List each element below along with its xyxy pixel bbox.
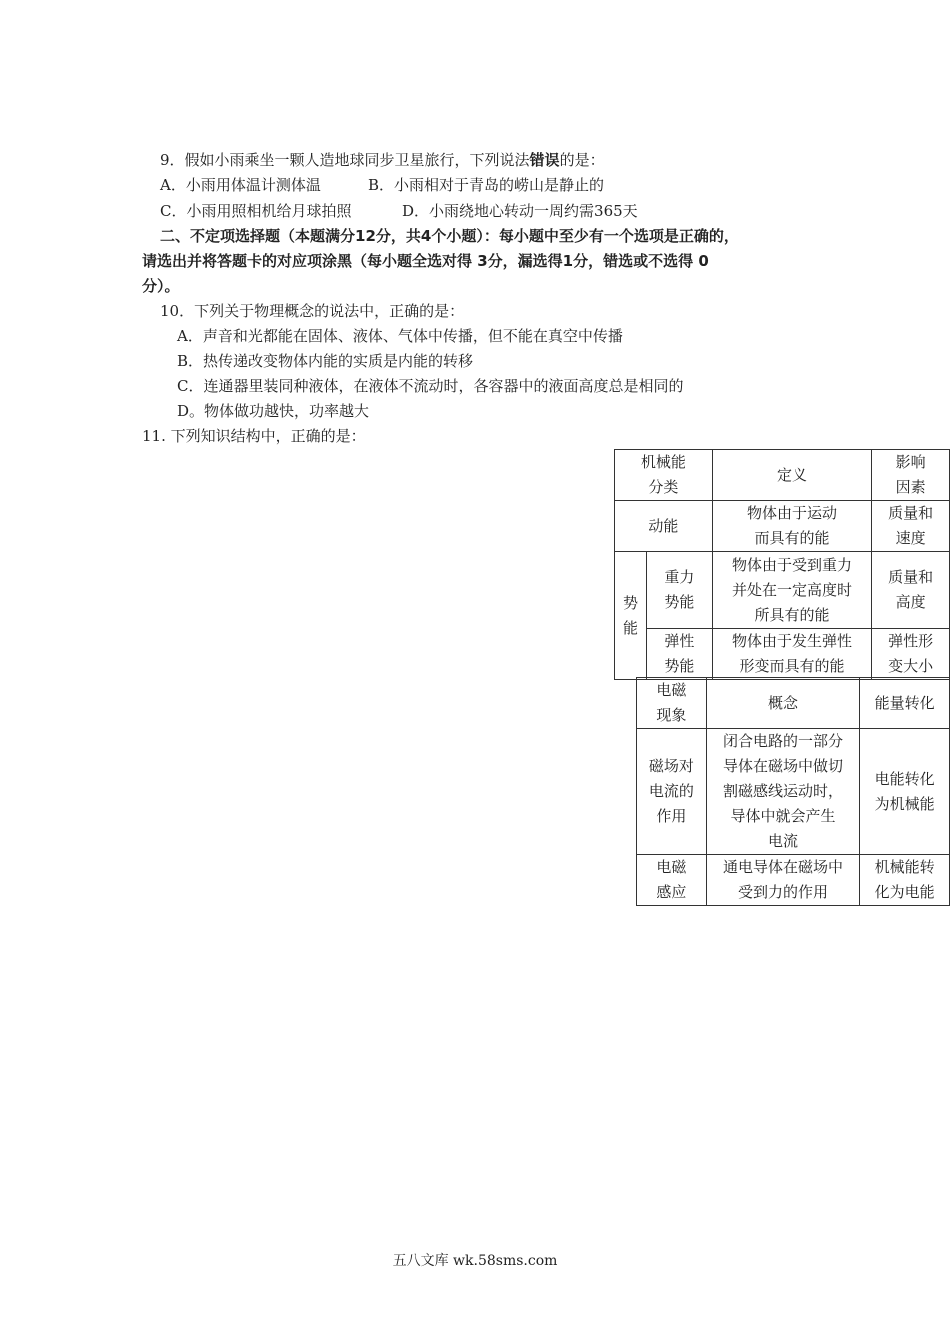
section2-line2: 请选出并将答题卡的对应项涂黑（每小题全选对得 3分，漏选得1分，错选或不选得 0	[142, 252, 709, 270]
header-classification: 机械能 分类	[615, 450, 713, 501]
q9-stem-prefix: 9．假如小雨乘坐一颗人造地球同步卫星旅行，下列说法	[160, 151, 530, 169]
q9-option-b: B．小雨相对于青岛的崂山是静止的	[368, 176, 605, 194]
induction-cell: 电磁 感应	[637, 855, 707, 906]
q10-option-b: B．热传递改变物体内能的实质是内能的转移	[177, 352, 474, 370]
magnetic-force-on-current-cell: 磁场对 电流的 作用	[637, 729, 707, 855]
header-phenomenon: 电磁 现象	[637, 678, 707, 729]
mechanical-energy-table	[614, 449, 950, 680]
table-row	[615, 552, 950, 629]
q10-option-d: D。物体做功越快，功率越大	[177, 402, 370, 420]
q11-stem: 11. 下列知识结构中，正确的是：	[142, 427, 366, 445]
elastic-pe-factors: 弹性形 变大小	[872, 629, 950, 680]
table-row	[637, 729, 950, 855]
q9-stem-suffix: 的是：	[559, 151, 605, 169]
potential-energy-group: 势 能	[615, 552, 647, 680]
table-row	[615, 450, 950, 501]
q9-option-a: A．小雨用体温计测体温	[160, 176, 321, 194]
table-row	[637, 855, 950, 906]
header-concept: 概念	[706, 678, 859, 729]
table-row	[615, 629, 950, 680]
table-row	[615, 501, 950, 552]
header-factors: 影响 因素	[872, 450, 950, 501]
kinetic-energy-factors: 质量和 速度	[872, 501, 950, 552]
kinetic-energy-cell: 动能	[615, 501, 713, 552]
page-footer: 五八文库 wk.58sms.com	[392, 1253, 558, 1269]
induction-concept: 通电导体在磁场中 受到力的作用	[706, 855, 859, 906]
electromagnetism-table	[636, 677, 950, 906]
gravitational-pe-cell: 重力 势能	[646, 552, 712, 629]
q10-option-c: C．连通器里装同种液体，在液体不流动时，各容器中的液面高度总是相同的	[177, 377, 684, 395]
q9-option-d: D．小雨绕地心转动一周约需365天	[402, 202, 638, 220]
elastic-pe-definition: 物体由于发生弹性 形变而具有的能	[712, 629, 871, 680]
header-definition: 定义	[712, 450, 871, 501]
q9-option-c: C．小雨用照相机给月球拍照	[160, 202, 352, 220]
magnetic-force-on-current-concept: 闭合电路的一部分 导体在磁场中做切 割磁感线运动时， 导体中就会产生 电流	[706, 729, 859, 855]
q9-stem	[160, 150, 605, 170]
kinetic-energy-definition: 物体由于运动 而具有的能	[712, 501, 871, 552]
induction-energy: 机械能转 化为电能	[860, 855, 950, 906]
elastic-pe-cell: 弹性 势能	[646, 629, 712, 680]
gravitational-pe-definition: 物体由于受到重力 并处在一定高度时 所具有的能	[712, 552, 871, 629]
section2-line3: 分）。	[142, 277, 180, 295]
q10-option-a: A．声音和光都能在固体、液体、气体中传播，但不能在真空中传播	[177, 327, 623, 345]
table-row	[637, 678, 950, 729]
q9-stem-emphasis: 错误	[529, 151, 560, 169]
gravitational-pe-factors: 质量和 高度	[872, 552, 950, 629]
section2-line1: 二、不定项选择题（本题满分12分，共4个小题）：每小题中至少有一个选项是正确的，	[160, 227, 739, 245]
header-energy-conversion: 能量转化	[860, 678, 950, 729]
magnetic-force-on-current-energy: 电能转化 为机械能	[860, 729, 950, 855]
q10-stem: 10．下列关于物理概念的说法中，正确的是：	[160, 302, 465, 320]
